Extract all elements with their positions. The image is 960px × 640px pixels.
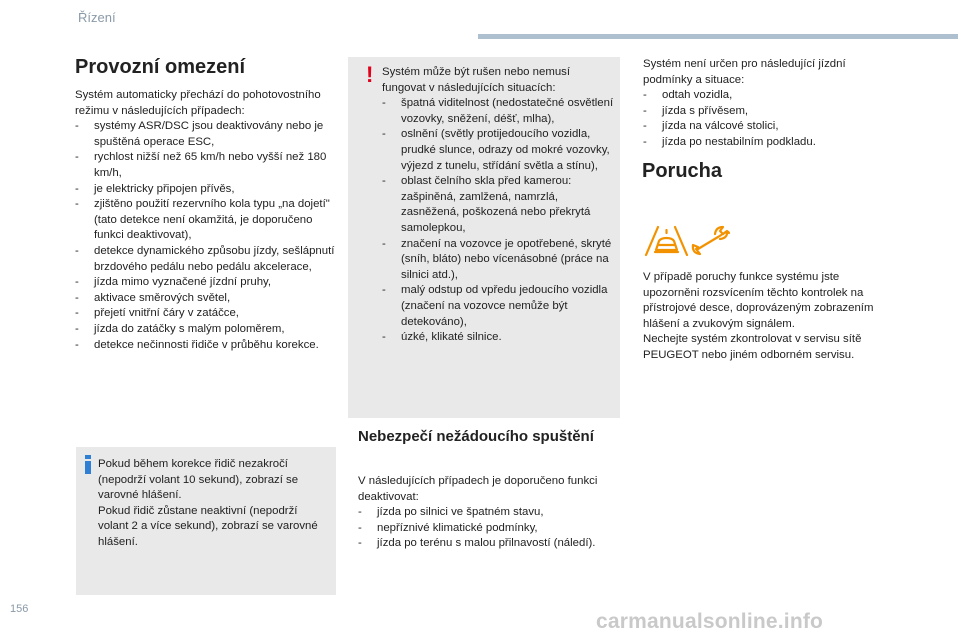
list-item: - úzké, klikaté silnice. [382, 330, 614, 346]
list-item: - je elektricky připojen přívěs, [75, 182, 337, 198]
title-operating-limits: Provozní omezení [75, 56, 246, 78]
not-intended-list [643, 88, 883, 150]
unwanted-activation-list [358, 505, 622, 552]
title-fault: Porucha [642, 160, 723, 182]
warning-list [382, 96, 614, 346]
list-item: - detekce nečinnosti řidiče v průběhu korekce. [75, 338, 337, 354]
list-item: - aktivace směrových světel, [75, 291, 337, 307]
operating-limits-list [75, 119, 337, 353]
list-item: - oslnění (světly protijedoucího vozidla, prudké slunce, odrazy od mokré vozovky, výjezd z tunelu, střídání světla a stínu), [382, 127, 614, 174]
warning-box-text [382, 65, 614, 346]
list-item: - systémy ASR/DSC jsou deaktivovány nebo je spuštěná operace ESC, [75, 119, 337, 150]
fault-text-2: Nechejte systém zkontrolovat v servisu sítě PEUGEOT nebo jiném odborném servisu. [643, 333, 862, 361]
operating-limits-section [75, 88, 337, 353]
section-header: Řízení [78, 10, 116, 25]
list-item: - oblast čelního skla před kamerou: zašpiněná, zamlžená, namrzlá, zasněžená, poškozená nebo překrytá samolepkou, [382, 174, 614, 236]
list-item: - zjištěno použití rezervního kola typu „na dojetí" (tato detekce není okamžitá, je doporučeno funkci deaktivovat), [75, 197, 337, 244]
list-item: - jízda s přívěsem, [643, 104, 883, 120]
fault-section [643, 270, 893, 364]
list-item: - jízda mimo vyznačené jízdní pruhy, [75, 275, 337, 291]
warning-intro: Systém může být rušen nebo nemusí fungovat v následujících situacích: [382, 66, 571, 94]
not-intended-intro: Systém není určen pro následující jízdní podmínky a situace: [643, 58, 846, 86]
list-item: - jízda po silnici ve špatném stavu, [358, 505, 622, 521]
list-item: - jízda po nestabilním podkladu. [643, 135, 883, 151]
unwanted-activation-section [358, 474, 622, 552]
info-box-text [98, 457, 330, 551]
list-item: - rychlost nižší než 65 km/h nebo vyšší než 180 km/h, [75, 150, 337, 181]
list-item: - odtah vozidla, [643, 88, 883, 104]
list-item: - jízda po terénu s malou přilnavostí (náledí). [358, 536, 622, 552]
list-item: - značení na vozovce je opotřebené, skryté (sníh, bláto) nebo vícenásobné (práce na silnici atd.), [382, 237, 614, 284]
info-text-1: Pokud během korekce řidič nezakročí (nepodrží volant 10 sekund), zobrazí se varovné hlášení. [98, 458, 299, 502]
fault-text-1: V případě poruchy funkce systému jste upozorněni rozsvícením těchto kontrolek na přístrojové desce, doprovázeným zobrazením hlášení a zvukovým signálem. [643, 271, 874, 330]
list-item: - malý odstup od vpředu jedoucího vozidla (značení na vozovce nemůže být detekováno), [382, 283, 614, 330]
warning-icon: ! [366, 62, 374, 87]
title-unwanted-activation: Nebezpečí nežádoucího spuštění [358, 428, 594, 445]
list-item: - přejetí vnitřní čáry v zatáčce, [75, 306, 337, 322]
not-intended-section [643, 57, 883, 151]
header-bar [478, 34, 958, 39]
info-icon [85, 455, 91, 474]
list-item: - jízda na válcové stolici, [643, 119, 883, 135]
list-item: - detekce dynamického způsobu jízdy, sešlápnutí brzdového pedálu nebo pedálu akcelerace, [75, 244, 337, 275]
page-number: 156 [10, 603, 29, 615]
list-item: - špatná viditelnost (nedostatečné osvětlení vozovky, sněžení, déšť, mlha), [382, 96, 614, 127]
list-item: - nepříznivé klimatické podmínky, [358, 521, 622, 537]
operating-limits-intro: Systém automaticky přechází do pohotovostního režimu v následujících případech: [75, 89, 321, 117]
unwanted-activation-intro: V následujících případech je doporučeno funkci deaktivovat: [358, 475, 598, 503]
watermark: carmanualsonline.info [596, 610, 824, 633]
list-item: - jízda do zatáčky s malým poloměrem, [75, 322, 337, 338]
info-text-2: Pokud řidič zůstane neaktivní (nepodrží volant 2 a více sekund), zobrazí se varovné hlášení. [98, 504, 318, 548]
lane-assist-fault-wrench-icon [642, 222, 737, 260]
